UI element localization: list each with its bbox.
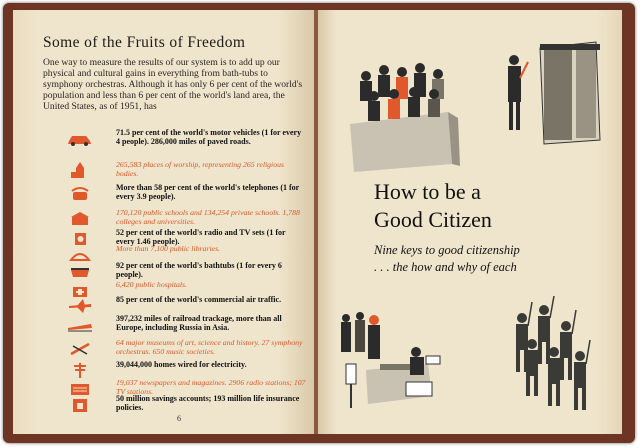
train-icon xyxy=(67,316,93,332)
jury-box-illustration xyxy=(340,54,460,172)
fact-text: 92 per cent of the world's bathtubs (1 for every 6 people). xyxy=(116,261,282,280)
chapter-subtitle-line1: Nine keys to good citizenship xyxy=(374,243,520,257)
page-number: 6 xyxy=(177,414,181,423)
chapter-subtitle-line2: . . . the how and why of each xyxy=(374,260,517,274)
radio-icon xyxy=(67,230,93,246)
fact-text: 170,120 public schools and 134,254 private schools. 1,788 colleges and universities. xyxy=(116,208,300,227)
fact-text: 19,037 newspapers and magazines. 2906 radio stations; 107 TV stations. xyxy=(116,378,306,397)
chapter-subtitle xyxy=(374,242,604,276)
chapter-title-line1: How to be a xyxy=(374,179,481,204)
fact-text: 52 per cent of the world's radio and TV sets (1 for every 1.46 people). xyxy=(116,228,286,247)
hospital-icon xyxy=(67,282,93,298)
fact-text: 85 per cent of the world's commercial air traffic. xyxy=(116,295,282,304)
office-scene-illustration xyxy=(336,308,456,420)
right-page xyxy=(318,10,622,434)
bathtub-icon xyxy=(67,263,93,279)
airplane-icon xyxy=(67,297,93,313)
fact-text: 71.5 per cent of the world's motor vehicles (1 for every 4 people). 286,000 miles of paved roads. xyxy=(116,128,302,147)
car-icon xyxy=(67,130,93,146)
voting-booth-illustration xyxy=(496,32,608,148)
fact-text: More than 58 per cent of the world's telephones (1 for every 3.9 people). xyxy=(116,183,300,202)
savings-icon xyxy=(67,396,93,412)
telephone-icon xyxy=(67,185,93,201)
church-icon xyxy=(67,162,93,178)
chapter-title-line2: Good Citizen xyxy=(374,207,492,232)
chapter-title xyxy=(374,178,594,234)
school-icon xyxy=(67,210,93,226)
left-page xyxy=(13,10,315,434)
fact-text: 6,420 public hospitals. xyxy=(116,280,188,289)
museum-icon xyxy=(67,340,93,356)
page-title: Some of the Fruits of Freedom xyxy=(43,34,246,51)
fact-text: 50 million savings accounts; 193 million life insurance policies. xyxy=(116,394,300,413)
fact-text: 64 major museums of art, science and history. 27 symphony orchestras. 650 music societies. xyxy=(116,338,303,357)
library-icon xyxy=(67,246,93,262)
fact-text: 397,232 miles of railroad trackage, more than all Europe, including Russia in Asia. xyxy=(116,314,282,333)
fact-text: 39,044,000 homes wired for electricity. xyxy=(116,360,247,369)
power-pole-icon xyxy=(67,362,93,378)
newspaper-icon xyxy=(67,380,93,396)
intro-paragraph: One way to measure the results of our system is to add up our physical and cultural gains in everything from bath-tubs to symphony orchestras. Although it has only 6 per cent of the world's population and less than 6 per cent of the world's land area, the United States, as of 1951, has xyxy=(43,57,303,112)
fact-text: 265,583 places of worship, representing 265 religious bodies. xyxy=(116,160,285,179)
fact-text: More than 7,100 public libraries. xyxy=(116,244,221,253)
marching-soldiers-illustration xyxy=(502,296,614,420)
